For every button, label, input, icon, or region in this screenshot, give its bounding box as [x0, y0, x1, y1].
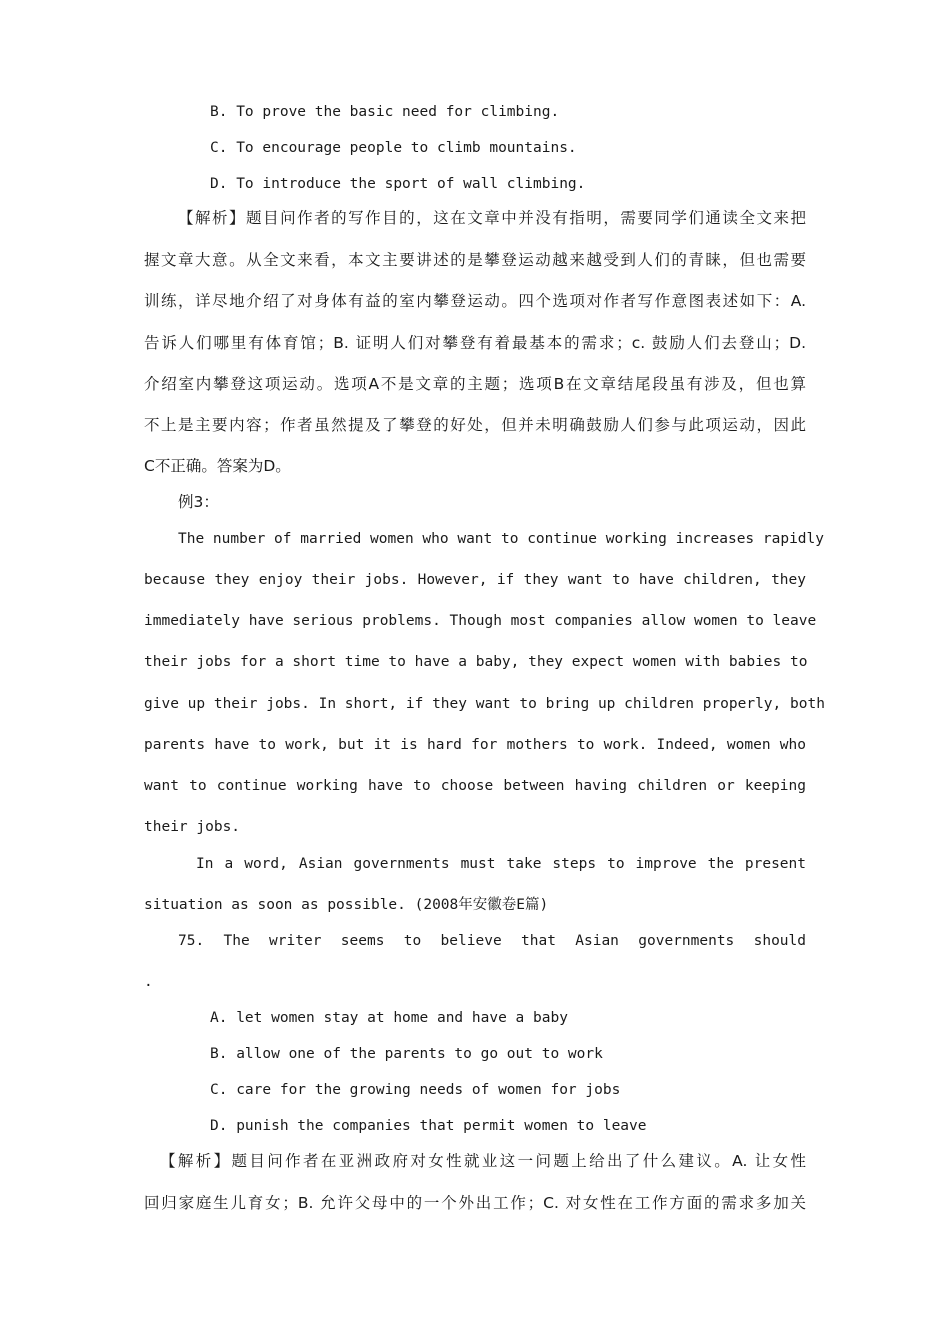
analysis-line: 告诉人们哪里有体育馆；B. 证明人们对攀登有着最基本的需求；c. 鼓励人们去登山；D. — [144, 334, 806, 352]
passage-line: their jobs for a short time to have a baby, they expect women with babies to — [144, 654, 808, 670]
passage-line: want to continue working have to choose between having children or keeping — [144, 778, 806, 794]
passage-line: because they enjoy their jobs. However, if they want to have children, they — [144, 572, 806, 588]
option-b: B. To prove the basic need for climbing. — [210, 104, 560, 120]
passage-line: The number of married women who want to continue working increases rapidly — [178, 531, 825, 547]
analysis-line: 回归家庭生儿育女；B. 允许父母中的一个外出工作；C. 对女性在工作方面的需求多加关 — [144, 1194, 806, 1212]
analysis-line: 【解析】题目问作者在亚洲政府对女性就业这一问题上给出了什么建议。A. 让女性 — [160, 1152, 806, 1170]
passage-line: their jobs. — [144, 819, 241, 835]
passage-line: immediately have serious problems. Though most companies allow women to leave — [144, 613, 817, 629]
option-c: C. care for the growing needs of women for jobs — [210, 1082, 621, 1098]
analysis-line: 不上是主要内容；作者虽然提及了攀登的好处，但并未明确鼓励人们参与此项运动，因此 — [144, 416, 806, 434]
analysis-line: C不正确。答案为D。 — [144, 457, 291, 475]
passage-line: give up their jobs. In short, if they want to bring up children properly, both — [144, 696, 825, 712]
passage-line: situation as soon as possible. (2008年安徽卷E篇) — [144, 897, 549, 913]
option-d: D. To introduce the sport of wall climbing. — [210, 176, 586, 192]
analysis-line: 训练，详尽地介绍了对身体有益的室内攀登运动。四个选项对作者写作意图表述如下：A. — [144, 292, 806, 310]
passage-line: parents have to work, but it is hard for mothers to work. Indeed, women who — [144, 737, 806, 753]
example-label: 例3： — [178, 493, 219, 511]
analysis-line: 握文章大意。从全文来看，本文主要讲述的是攀登运动越来越受到人们的青睐，但也需要 — [144, 251, 806, 269]
option-b: B. allow one of the parents to go out to work — [210, 1046, 603, 1062]
option-c: C. To encourage people to climb mountains. — [210, 140, 577, 156]
question-blank: . — [144, 974, 153, 990]
option-d: D. punish the companies that permit women to leave — [210, 1118, 647, 1134]
passage-line: In a word, Asian governments must take steps to improve the present — [196, 856, 806, 872]
analysis-line: 【解析】题目问作者的写作目的，这在文章中并没有指明，需要同学们通读全文来把 — [178, 209, 806, 227]
analysis-line: 介绍室内攀登这项运动。选项A不是文章的主题；选项B在文章结尾段虽有涉及，但也算 — [144, 375, 806, 393]
question-stem: 75. The writer seems to believe that Asian governments should — [178, 933, 806, 949]
option-a: A. let women stay at home and have a baby — [210, 1010, 568, 1026]
